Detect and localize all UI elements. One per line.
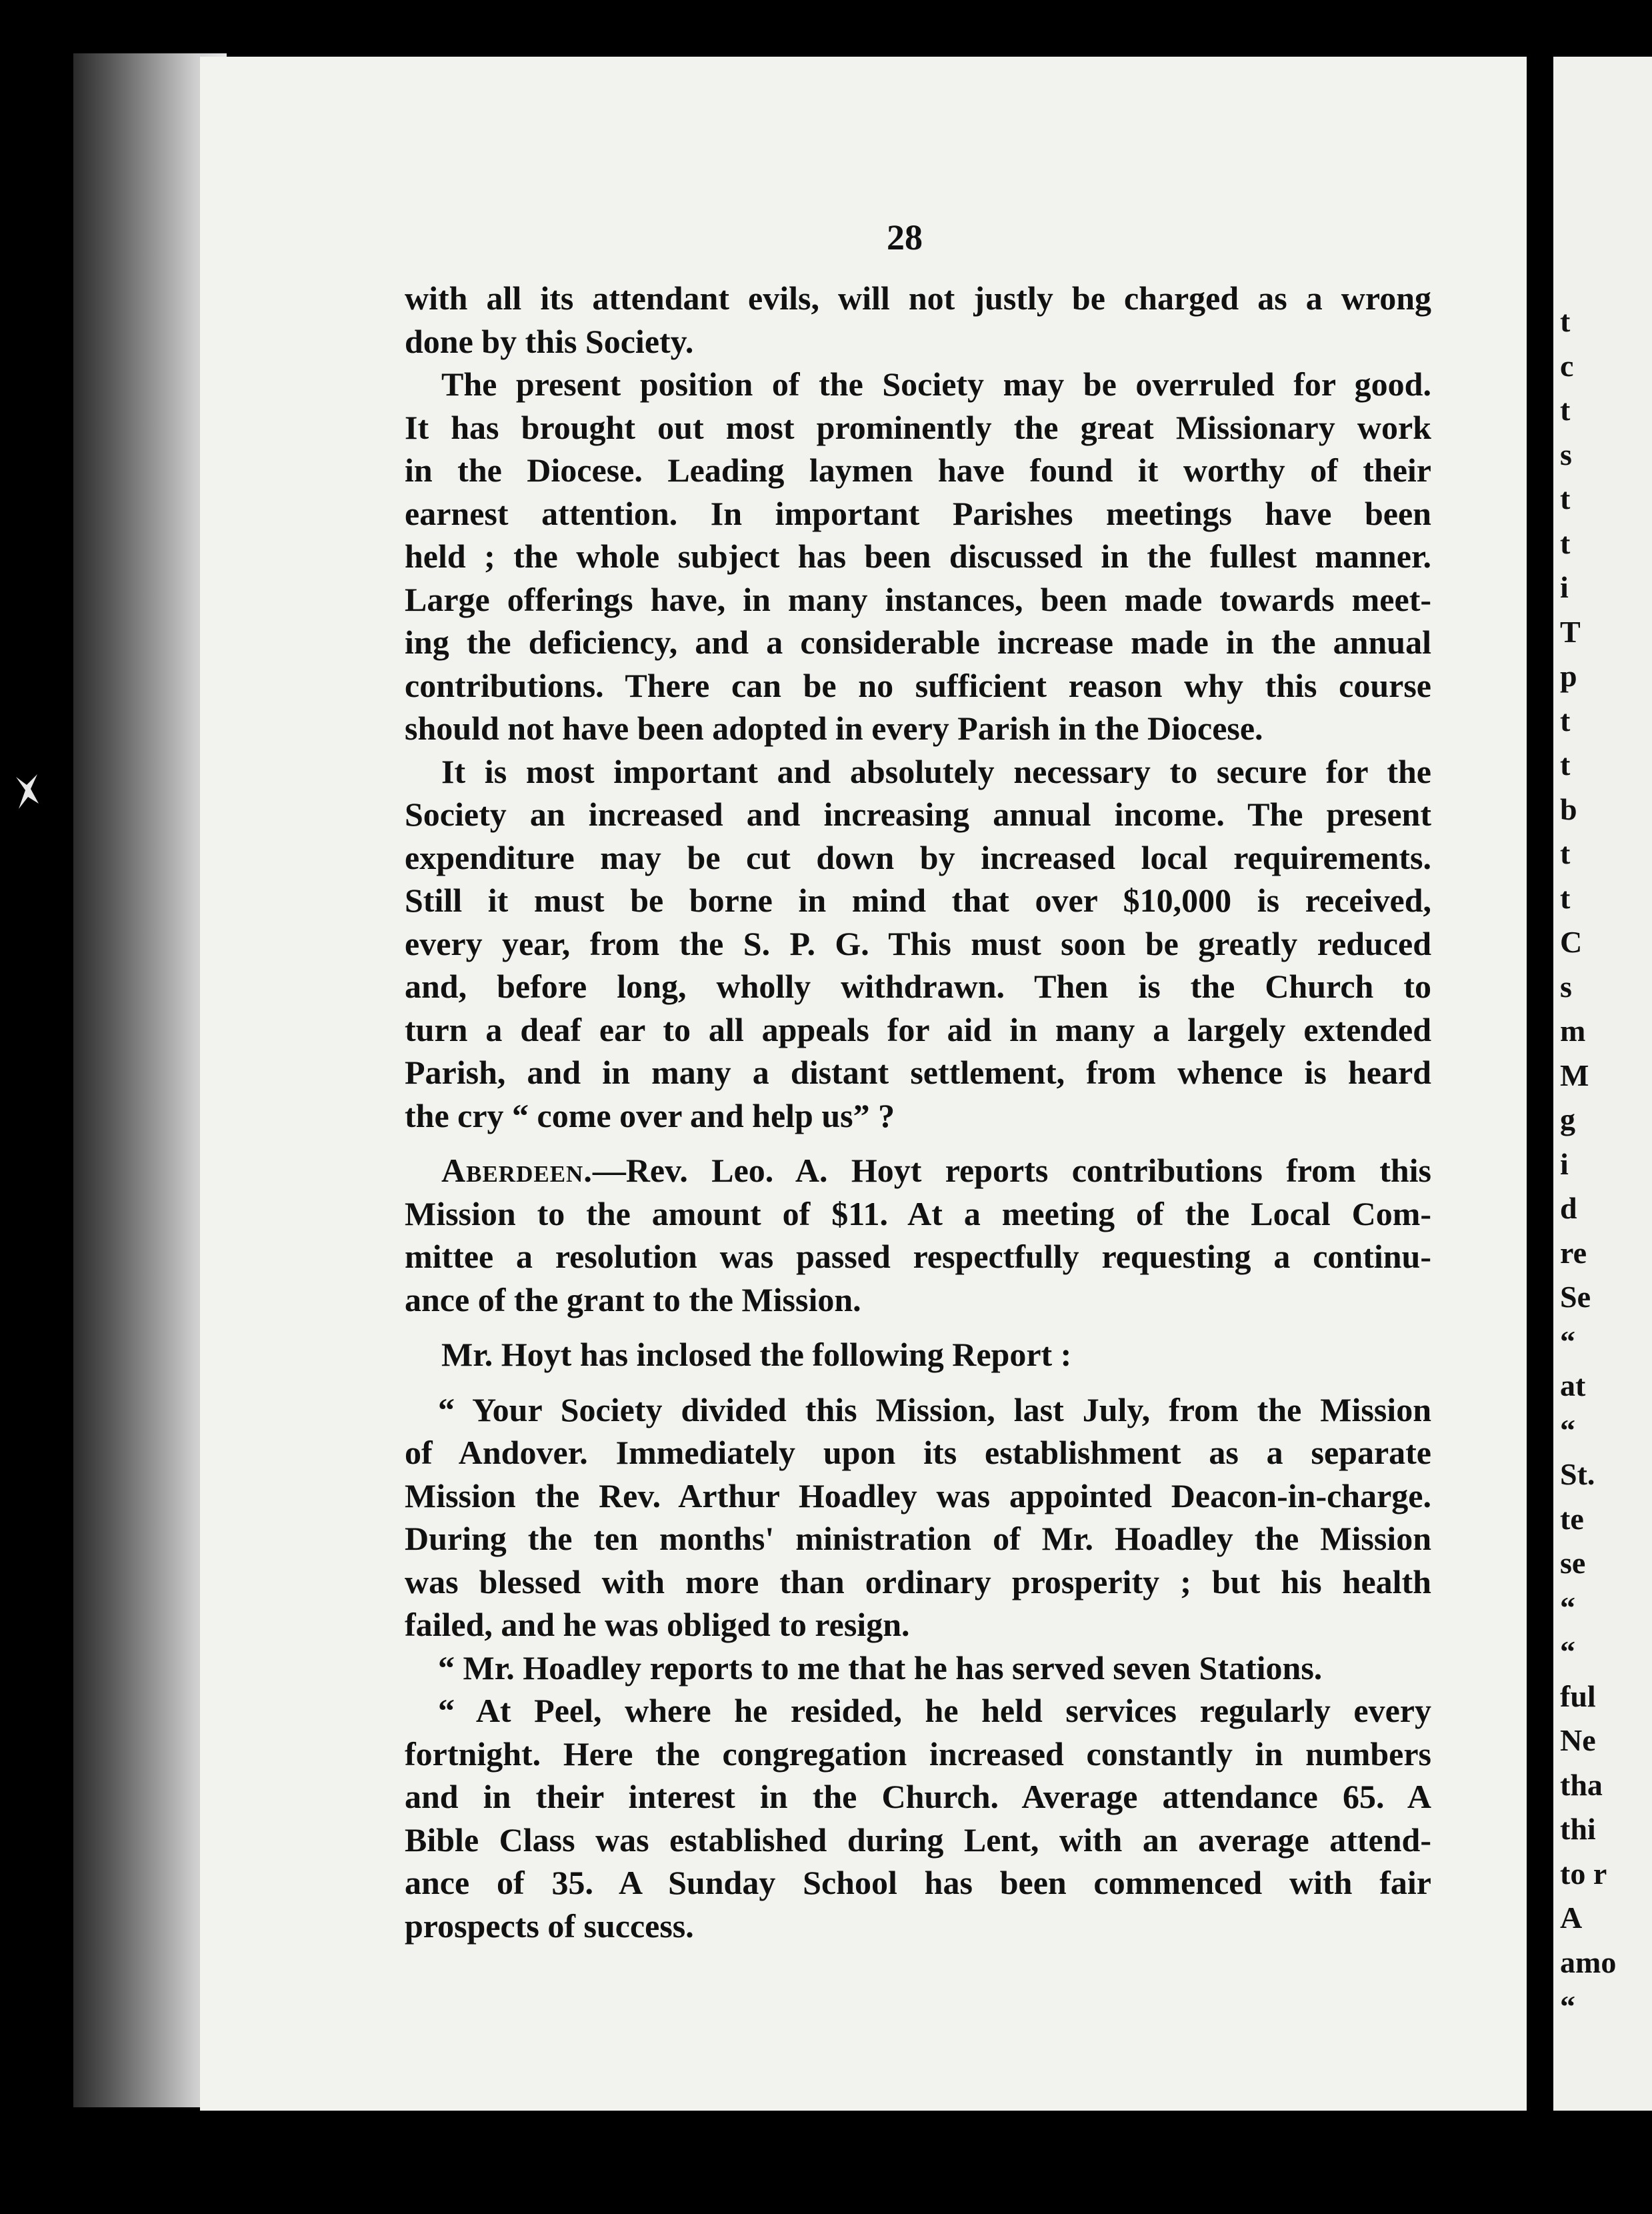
facing-page-fragment: “: [1560, 1412, 1575, 1447]
facing-page-fragment: “: [1560, 1634, 1575, 1669]
facing-page-fragment: m: [1560, 1014, 1586, 1048]
text-line: mittee a resolution was passed respectfully requesting a continu-: [405, 1238, 1431, 1275]
facing-page-fragment: i: [1560, 570, 1569, 604]
text-line: was blessed with more than ordinary prosperity ; but his health: [405, 1562, 1431, 1600]
facing-page-fragment: i: [1560, 1146, 1569, 1181]
paragraph: [405, 1149, 1431, 1321]
facing-page-fragment: A: [1560, 1901, 1583, 1935]
text-line: Mr. Hoyt has inclosed the following Report :: [441, 1336, 1072, 1373]
text-line: earnest attention. In important Parishes meetings have been: [405, 494, 1431, 532]
facing-page-fragment: “: [1560, 1324, 1575, 1358]
text-line: During the ten months' ministration of Mr. Hoadley the Mission: [405, 1520, 1431, 1557]
paragraph: [405, 277, 1431, 363]
facing-page-fragment: t: [1560, 836, 1571, 870]
text-line: Mission the Rev. Arthur Hoadley was appointed Deacon-in-charge.: [405, 1476, 1431, 1514]
facing-page-fragment: se: [1560, 1546, 1586, 1580]
text-line: Mission to the amount of $11. At a meeting of the Local Com-: [405, 1194, 1431, 1232]
text-line: done by this Society.: [405, 322, 694, 360]
facing-page-fragment: to r: [1560, 1856, 1607, 1891]
text-line: with all its attendant evils, will not justly be charged as a wrong: [405, 279, 1431, 317]
text-line: [405, 1149, 1431, 1192]
margin-mark-icon: [12, 770, 43, 813]
text-line: “ At Peel, where he resided, he held services regularly every: [438, 1692, 1431, 1729]
text-line: Still it must be borne in mind that over $10,000 is received,: [405, 882, 1431, 919]
text-line: in the Diocese. Leading laymen have found it worthy of their: [405, 451, 1431, 489]
facing-page-fragment: amo: [1560, 1945, 1617, 1979]
text-line: ance of 35. A Sunday School has been commenced with fair: [405, 1864, 1431, 1901]
facing-page-fragment: ful: [1560, 1679, 1596, 1713]
facing-page-fragment: St.: [1560, 1457, 1595, 1491]
text-line: expenditure may be cut down by increased local requirements.: [405, 838, 1431, 876]
text-line: held ; the whole subject has been discussed in the fullest manner.: [405, 537, 1431, 575]
text-line: The present position of the Society may be overruled for good.: [441, 365, 1431, 403]
facing-page-fragment: t: [1560, 481, 1571, 515]
facing-page-fragment: c: [1560, 348, 1574, 383]
facing-page-fragment: s: [1560, 969, 1572, 1004]
facing-page-fragment: “: [1560, 1989, 1575, 2023]
page-number: 28: [887, 217, 923, 257]
section-heading: Aberdeen.: [441, 1152, 593, 1189]
facing-page-fragment: M: [1560, 1058, 1589, 1092]
facing-page-fragment: t: [1560, 393, 1571, 427]
facing-page-fragment: b: [1560, 792, 1577, 826]
facing-page-fragment: T: [1560, 614, 1581, 649]
facing-page: [1553, 57, 1652, 2111]
facing-page-fragment: s: [1560, 437, 1572, 471]
text-line: and, before long, wholly withdrawn. Then is the Church to: [405, 968, 1431, 1005]
text-fragment: —Rev. Leo. A. Hoyt reports contributions from this: [592, 1152, 1431, 1189]
text-line: Large offerings have, in many instances, been made towards meet-: [405, 580, 1431, 618]
facing-page-fragment: t: [1560, 304, 1571, 338]
text-line: ing the deficiency, and a considerable increase made in the annual: [405, 624, 1431, 661]
text-line: It is most important and absolutely necessary to secure for the: [441, 752, 1431, 790]
text-line: Bible Class was established during Lent, with an average attend-: [405, 1821, 1431, 1859]
text-line: should not have been adopted in every Parish in the Diocese.: [405, 710, 1263, 747]
facing-page-fragment: C: [1560, 925, 1583, 959]
text-line: failed, and he was obliged to resign.: [405, 1606, 910, 1643]
facing-page-fragment: re: [1560, 1235, 1587, 1270]
paragraph: [405, 363, 1431, 750]
text-line: ance of the grant to the Mission.: [405, 1280, 861, 1318]
facing-page-fragment: t: [1560, 748, 1571, 782]
text-line: “ Mr. Hoadley reports to me that he has served seven Stations.: [438, 1648, 1323, 1687]
text-line: prospects of success.: [405, 1907, 694, 1945]
text-line: the cry “ come over and help us” ?: [405, 1096, 895, 1134]
text-line: contributions. There can be no sufficient reason why this course: [405, 666, 1431, 704]
paragraph: [405, 1646, 1431, 1690]
paragraph: [405, 1333, 1431, 1376]
facing-page-fragment: tha: [1560, 1767, 1603, 1802]
paragraph: [405, 1388, 1431, 1646]
facing-page-fragment: at: [1560, 1368, 1586, 1402]
facing-page-fragment: Se: [1560, 1280, 1591, 1314]
paragraph: [405, 750, 1431, 1138]
facing-page-fragment: “: [1560, 1590, 1575, 1624]
page-body: [405, 277, 1431, 1947]
text-line: Society an increased and increasing annual income. The present: [405, 796, 1431, 833]
text-line: of Andover. Immediately upon its establishment as a separate: [405, 1434, 1431, 1471]
text-line: fortnight. Here the congregation increased constantly in numbers: [405, 1735, 1431, 1773]
text-line: Parish, and in many a distant settlement, from whence is heard: [405, 1054, 1431, 1091]
paragraph: [405, 1689, 1431, 1947]
text-line: and in their interest in the Church. Average attendance 65. A: [405, 1778, 1431, 1815]
text-line: every year, from the S. P. G. This must soon be greatly reduced: [405, 924, 1431, 962]
facing-page-fragment: Ne: [1560, 1723, 1596, 1757]
facing-page-fragment: t: [1560, 880, 1571, 915]
facing-page-fragment: t: [1560, 703, 1571, 738]
facing-page-fragment: thi: [1560, 1812, 1596, 1846]
text-line: It has brought out most prominently the great Missionary work: [405, 408, 1431, 446]
facing-page-fragment: te: [1560, 1501, 1584, 1536]
facing-page-fragment: p: [1560, 659, 1577, 693]
facing-page-fragment: d: [1560, 1191, 1577, 1225]
facing-page-fragment: g: [1560, 1102, 1575, 1136]
facing-page-fragment: t: [1560, 525, 1571, 560]
text-line: turn a deaf ear to all appeals for aid in many a largely extended: [405, 1010, 1431, 1048]
text-line: “ Your Society divided this Mission, last July, from the Mission: [438, 1390, 1431, 1428]
